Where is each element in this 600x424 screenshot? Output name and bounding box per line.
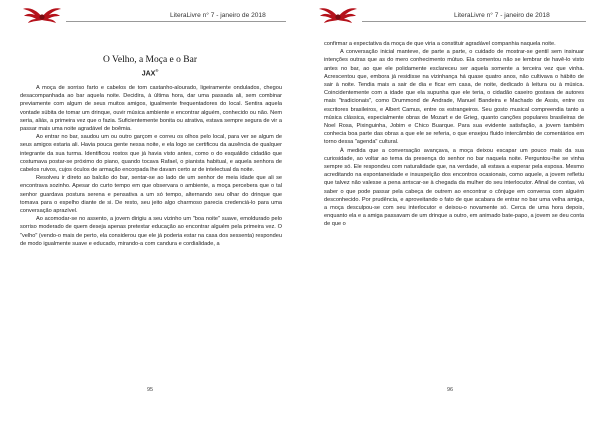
- header-text: LiteraLivre n° 7 - janeiro de 2018: [170, 12, 266, 19]
- header-rule: [362, 21, 586, 22]
- author-name: JAX: [141, 70, 156, 78]
- page-number: 95: [146, 387, 154, 393]
- paragraph: confirmar a expectativa da moça de que viria a constituir agradável companhia naquela noite.: [324, 41, 556, 47]
- paragraph: Ao entrar no bar, saudou um ou outro garçom e correu os olhos pelo local, para ver se algum de seus amigos estaria ali. Havia pouca gente nessa noite, e ela logo se certificou da ausência de qualquer integrante da sua turma. Identificou rostos que já havia visto antes, como o do esquálido cidadão que costumava postar-se próximo do piano, quando tocava Rafael, o pianista habitual, e aquela senhora de cabelos ruivos, cujos óculos de armação encorpada lhe davam certo ar de intelectual da noite.: [20, 134, 282, 174]
- paragraph: À medida que a conversação avançava, a moça deixou escapar um pouco mais da sua curiosidade, ao voltar ao tema da presença do senhor no bar naquela noite. Perguntou-lhe se vinha sempre só. Ele respondeu com naturalidade que, na verdade, ali estava a esperar pela esposa. Mesmo acreditando na espontaneidade e insuspeição dos encontros ocasionais, como aquele, a jovem refletiu que talvez não valesse a pena arriscar-se à chegada da mulher do seu interlocutor. Afinal de contas, vá saber o que pode passar pela cabeça de outrem ao encontrar o cônjuge em conversa com alguém desconhecido. Por prudência, e aproveitando o fato de que acabara de entrar no bar uma velha amiga, a moça desculpou-se com seu interlocutor e deixou-o novamente só. Cerca de uma hora depois, enquanto ela e a amiga passavam de um drinque a outro, em animado bate-papo, a jovem se deu conta de que o: [324, 147, 584, 228]
- page-number: 96: [446, 387, 454, 393]
- story-author: [0, 68, 300, 77]
- page-header: [318, 3, 586, 27]
- header-text: LiteraLivre n° 7 - janeiro de 2018: [454, 12, 550, 19]
- header-rule: [66, 21, 286, 22]
- left-body-text: [20, 84, 282, 248]
- paragraph: Resolveu ir direto ao balcão do bar, sentar-se ao lado de um senhor de meia idade que ali se encontrava sozinho. Apesar do curto tempo em que observara o ambiente, a moça percebera que o tal senhor guardava postura serena e pensativa a um só tempo, alternando seu olhar do drinque que tomava para o espelho diante de si. De resto, seu jeito algo charmoso parecia credenciá-lo para uma conversação aprazível.: [20, 175, 282, 215]
- winged-emblem-logo: [318, 3, 358, 27]
- paragraph: A moça de sorriso farto e cabelos de tom castanho-alourado, ligeiramente ondulados, chegou desacompanhada ao bar aquela noite. Decidira, à última hora, dar uma passada ali, sem combinar previamente com algum de seus muitos amigos, igualmente frequentadores do local. Sentira aquela vontade súbita de tomar um drinque, ouvir música ambiente e encontrar alguém, conhecido ou não. Nem seria, aliás, a primeira vez que o fazia. Suficientemente bonita ou atrativa, estava sempre segura de vir a passar mais uma noite agradável de boêmia.: [20, 85, 282, 133]
- paragraph: A conversação inicial manteve, de parte a parte, o cuidado de mostrar-se gentil sem insinuar intenções outras que as do mero conhecimento mútuo. Ela comentou não se lembrar de havê-lo visto antes no bar, ao que ele polidamente esclareceu ser aquela somente a terceira vez que vinha. Acrescentou que, embora já residisse na vizinhança há quase quatro anos, não cultivava o hábito de sair à noite. Tendia mais a sair de dia e ficar em casa, de noite, dedicado à leitura ou à música. Coincidentemente com a idade que ela supunha que ele teria, o cidadão caseiro gostava de autores mais "tradicionais", como Drummond de Andrade, Manuel Bandeira e Machado de Assis, entre os escritores brasileiros, e Albert Camus, entre os estrangeiros. Seu gosto musical compreendia tanto a música clássica, especialmente obras de Mozart e de Grieg, quanto canções populares brasileiras de Noel Rosa, Pixinguinha, Jobim e Chico Buarque. Para sua evidente satisfação, a jovem também conhecia boa parte das obras a que ele se referia, o que ensejou fluido intercâmbio de comentários em torno dessa "agenda" cultural.: [324, 49, 584, 146]
- winged-emblem-logo: [22, 3, 62, 27]
- page-header: [22, 3, 286, 27]
- right-page: [300, 0, 600, 424]
- paragraph: Ao acomodar-se no assento, a jovem dirigiu a seu vizinho um "boa noite" suave, emoldurado pelo sorriso moderado de quem deseja apenas pretextar educação ao encontrar alguém pela primeira vez. O "velho" (vendo-o mais de perto, ela considerou que ele já poderia estar na casa dos sessenta) respondeu de modo igualmente suave e educado, mirando-a com candura e cordialidade, a: [20, 216, 282, 247]
- author-mark: ®: [155, 68, 159, 73]
- right-body-text: [324, 40, 584, 229]
- story-title: O Velho, a Moça e o Bar: [102, 55, 197, 65]
